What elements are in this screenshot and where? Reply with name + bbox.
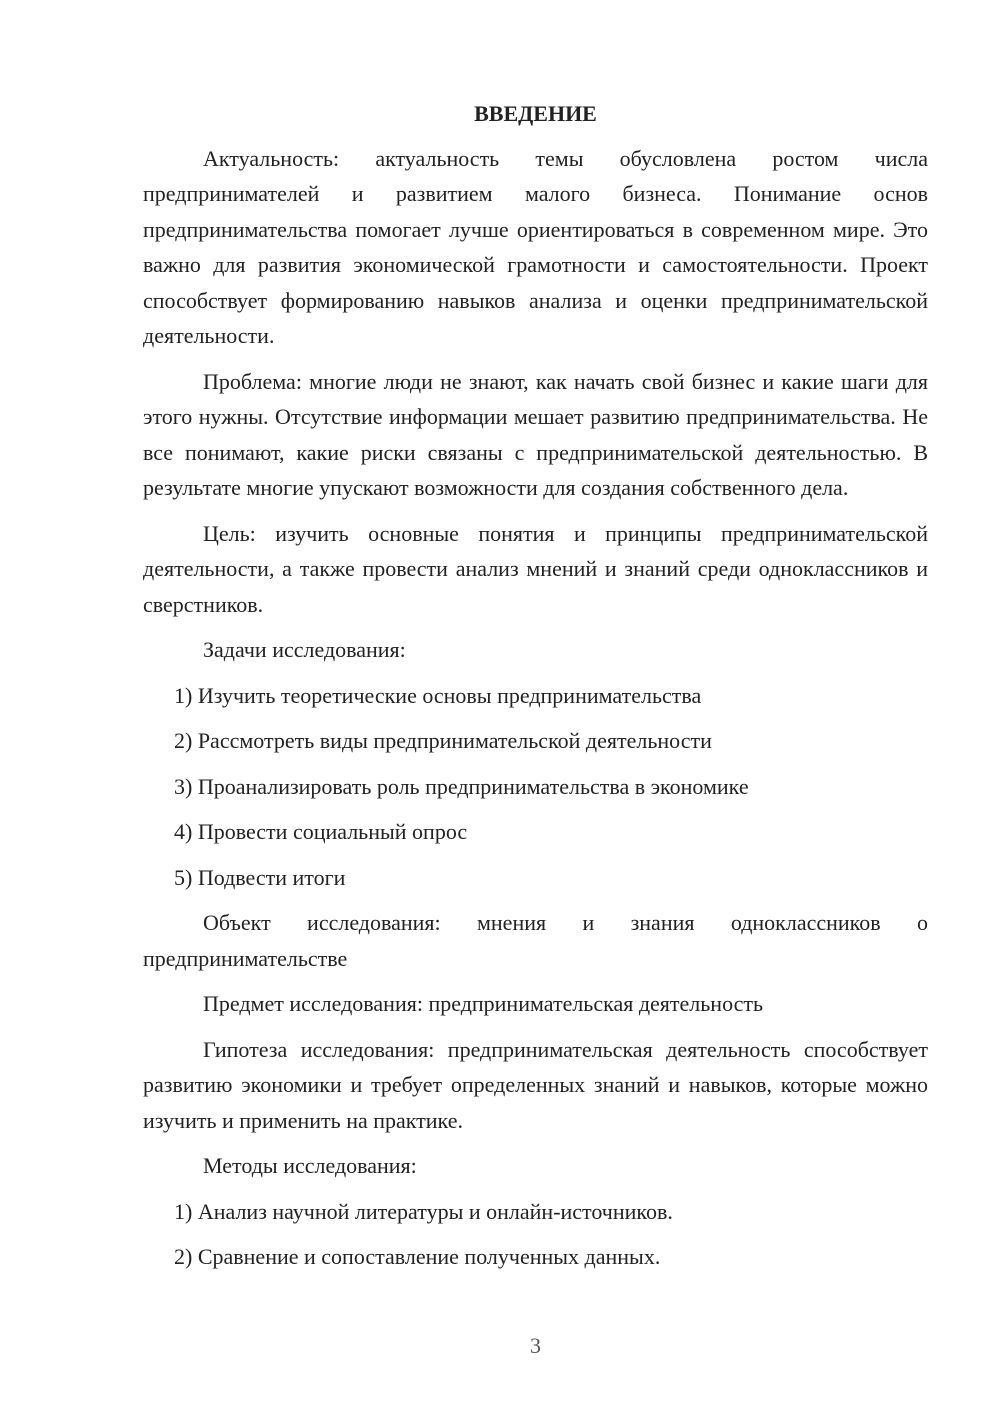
object-paragraph: Объект исследования: мнения и знания одноклассников о предпринимательстве [143, 910, 928, 971]
methods-heading: Методы исследования: [203, 1153, 417, 1178]
relevance-paragraph: Актуальность: актуальность темы обусловлена ростом числа предпринимателей и развитием малого бизнеса. Понимание основ предпринимательства помогает лучше ориентироваться в современном мире. Это важно для развития экономической грамотности и самостоятельности. Проект способствует формированию навыков анализа и оценки предпринимательской деятельности. [143, 145, 928, 348]
task-item: 1) Изучить теоретические основы предпринимательства [174, 682, 702, 708]
document-page [143, 96, 928, 1285]
goal-paragraph: Цель: изучить основные понятия и принципы предпринимательской деятельности, а также провести анализ мнений и знаний среди одноклассников и сверстников. [143, 520, 928, 617]
page-number: 3 [530, 1333, 541, 1358]
task-item: 5) Подвести итоги [174, 864, 346, 890]
section-title: ВВЕДЕНИЕ [474, 101, 597, 126]
method-item: 1) Анализ научной литературы и онлайн-источников. [174, 1198, 673, 1224]
task-item: 2) Рассмотреть виды предпринимательской деятельности [174, 728, 712, 753]
task-item: 3) Проанализировать роль предпринимательства в экономике [174, 773, 749, 799]
subject-paragraph: Предмет исследования: предпринимательская деятельность [203, 991, 764, 1016]
problem-paragraph: Проблема: многие люди не знают, как начать свой бизнес и какие шаги для этого нужны. Отсутствие информации мешает развитию предпринимательства. Не все понимают, какие риски связаны с предпринимательской деятельностью. В результате многие упускают возможности для создания собственного дела. [143, 368, 928, 500]
hypothesis-paragraph: Гипотеза исследования: предпринимательская деятельность способствует развитию экономики и требует определенных знаний и навыков, которые можно изучить и применить на практике. [143, 1036, 928, 1133]
tasks-heading: Задачи исследования: [203, 637, 406, 662]
task-item: 4) Провести социальный опрос [174, 819, 468, 844]
method-item: 2) Сравнение и сопоставление полученных данных. [174, 1244, 661, 1269]
